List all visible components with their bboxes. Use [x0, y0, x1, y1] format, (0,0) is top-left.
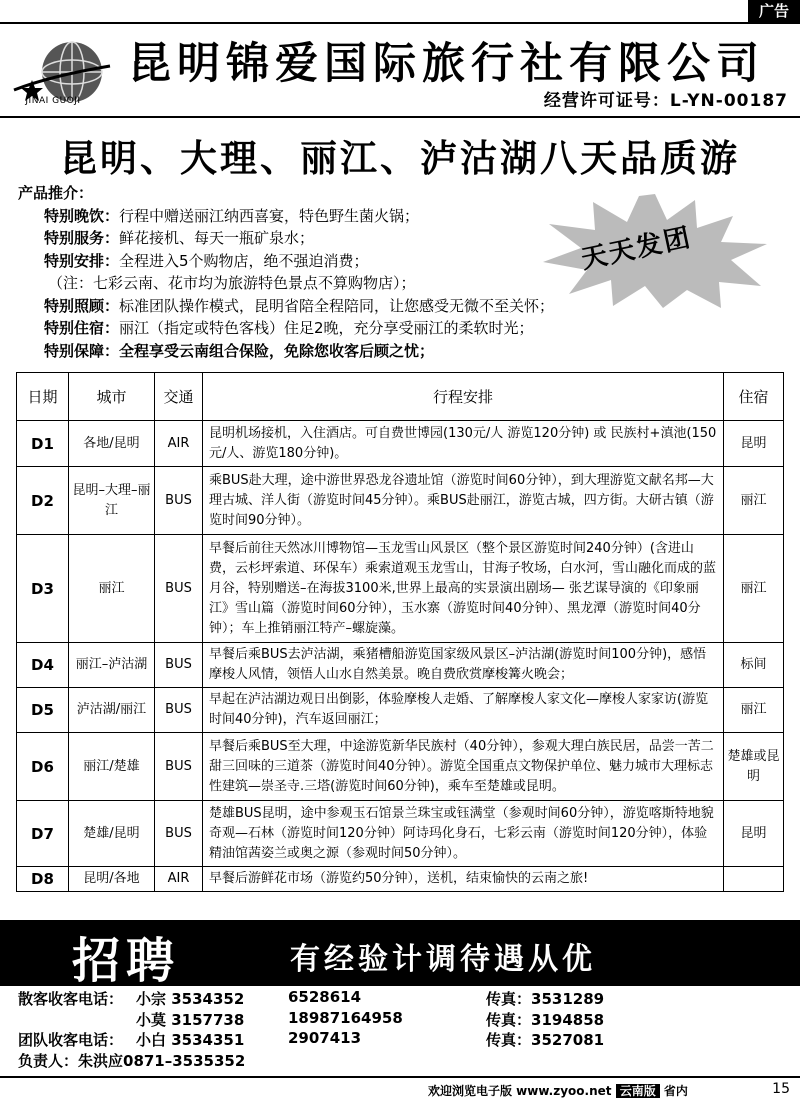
- contact-person: [136, 1009, 244, 1030]
- schedule-cell: 楚雄BUS昆明，途中参观玉石馆景兰珠宝或钰满堂（参观时间60分钟），游览喀斯特地貌奇观—石林（游览时间120分钟）阿诗玛化身石，七彩云南（游览时间120分钟），体验精油馆茜姿兰或奥之源（参观时间50分钟）。: [203, 801, 724, 867]
- city-cell: 丽江: [69, 535, 155, 643]
- recruitment-banner: [0, 920, 800, 989]
- recruitment-title: 招聘: [72, 933, 181, 989]
- table-row: [17, 688, 784, 733]
- contact-person: [136, 988, 244, 1009]
- schedule-cell: 早餐后乘BUS去泸沽湖，乘猪槽船游览国家级风景区–泸沽湖(游览时间100分钟)，感悟摩梭人风情，领悟人山水自然美景。晚自费欣赏摩梭篝火晚会；: [203, 643, 724, 688]
- header-divider: [0, 116, 800, 118]
- contact-line: [18, 1050, 798, 1071]
- table-row: [17, 421, 784, 467]
- transport-cell: BUS: [155, 801, 203, 867]
- col-day: 日期: [17, 373, 69, 421]
- transport-cell: BUS: [155, 467, 203, 535]
- fax-label: 传真：: [486, 990, 532, 1008]
- contact-line: [18, 1029, 798, 1050]
- stay-cell: 丽江: [724, 688, 784, 733]
- transport-cell: BUS: [155, 688, 203, 733]
- contact-fax: [486, 1029, 604, 1050]
- schedule-cell: 昆明机场接机，入住酒店。可自费世博园(130元/人 游览120分钟) 或 民族村+滇池(150元/人、游览180分钟)。: [203, 421, 724, 467]
- license-number: 经营许可证号：L-YN-00187: [543, 91, 788, 111]
- top-divider: [0, 22, 800, 24]
- intro-item: [18, 272, 578, 295]
- footer-divider: [0, 1076, 800, 1078]
- transport-cell: AIR: [155, 867, 203, 892]
- schedule-cell: 乘BUS赴大理，途中游世界恐龙谷遗址馆（游览时间60分钟），到大理游览文献名邦—大理古城、洋人街（游览时间45分钟）。乘BUS赴丽江，游览古城，四方街。大研古镇（游览时间90分钟）。: [203, 467, 724, 535]
- fax-number: 3194858: [531, 1010, 605, 1029]
- day-cell: D7: [17, 801, 69, 867]
- itinerary-table: [16, 372, 784, 892]
- intro-text: 标准团队操作模式，昆明省陪全程陪同，让您感受无微不至关怀；: [119, 296, 555, 315]
- day-cell: D5: [17, 688, 69, 733]
- intro-item: [18, 250, 578, 273]
- city-cell: 丽江–泸沽湖: [69, 643, 155, 688]
- day-cell: D4: [17, 643, 69, 688]
- intro-text: 丽江（指定或特色客栈）住足2晚，充分享受丽江的柔软时光；: [119, 319, 534, 337]
- edition-badge: 云南版: [616, 1084, 660, 1098]
- intro-text: 鲜花接机、每天一瓶矿泉水；: [119, 229, 315, 247]
- manager-contact: 负责人：朱洪应0871–3535352: [18, 1051, 246, 1070]
- intro-item: [18, 317, 578, 340]
- stay-cell: 昆明: [724, 801, 784, 867]
- stay-cell: 丽江: [724, 467, 784, 535]
- contact-fax: [486, 988, 604, 1009]
- table-row: [17, 733, 784, 801]
- city-cell: 楚雄/昆明: [69, 801, 155, 867]
- table-row: [17, 867, 784, 892]
- contact-line: [18, 988, 798, 1009]
- contact-line: [18, 1009, 798, 1030]
- day-cell: D3: [17, 535, 69, 643]
- table-row: [17, 535, 784, 643]
- contact-name: 小宗: [136, 990, 167, 1008]
- fax-label: 传真：: [486, 1010, 532, 1029]
- daily-departure-badge: 天天发团: [578, 222, 695, 276]
- day-cell: D2: [17, 467, 69, 535]
- intro-label: 特别照顾：: [44, 296, 120, 315]
- intro-label: 特别服务：: [44, 229, 120, 247]
- contact-name: 小白: [136, 1031, 167, 1049]
- page-number: 15: [772, 1081, 790, 1097]
- contact-phone: 3534351: [171, 1031, 245, 1049]
- footer-site-text[interactable]: 欢迎浏览电子版 www.zyoo.net: [428, 1084, 612, 1098]
- city-cell: 昆明–大理–丽江: [69, 467, 155, 535]
- col-city: 城市: [69, 373, 155, 421]
- intro-text: 全程进入5个购物店，绝不强迫消费；: [119, 251, 369, 270]
- contact-label: 散客收客电话：: [18, 990, 124, 1008]
- recruitment-subtitle: 有经验计调待遇从优: [290, 942, 596, 977]
- intro-item: [18, 295, 578, 318]
- schedule-cell: 早餐后乘BUS至大理，中途游览新华民族村（40分钟），参观大理白族民居，品尝一苦二甜三回味的三道茶（游览时间40分钟）。游览全国重点文物保护单位、魅力城市大理标志性建筑—崇圣寺.三塔(游览时间60分钟)，乘车至楚雄或昆明。: [203, 733, 724, 801]
- contact-label: 团队收客电话：: [18, 1031, 124, 1049]
- page-title: 昆明、大理、丽江、泸沽湖八天品质游: [60, 137, 740, 180]
- contact-phone: 3534352: [171, 990, 245, 1008]
- table-row: [17, 801, 784, 867]
- col-stay: 住宿: [724, 373, 784, 421]
- stay-cell: 楚雄或昆明: [724, 733, 784, 801]
- product-intro: [18, 182, 578, 362]
- col-transport: 交通: [155, 373, 203, 421]
- company-name: 昆明锦爱国际旅行社有限公司: [128, 39, 765, 89]
- logo-caption: JINAI GUOJI: [25, 96, 81, 106]
- day-cell: D8: [17, 867, 69, 892]
- intro-label: 特别住宿：: [44, 319, 120, 337]
- table-row: [17, 643, 784, 688]
- intro-item: [18, 205, 578, 228]
- intro-text: 行程中赠送丽江纳西喜宴，特色野生菌火锅；: [119, 206, 420, 225]
- table-header-row: [17, 373, 784, 421]
- fax-number: 3531289: [531, 990, 605, 1008]
- day-cell: D1: [17, 421, 69, 467]
- col-schedule: 行程安排: [203, 373, 724, 421]
- day-cell: D6: [17, 733, 69, 801]
- stay-cell: 昆明: [724, 421, 784, 467]
- table-row: [17, 467, 784, 535]
- city-cell: 丽江/楚雄: [69, 733, 155, 801]
- city-cell: 各地/昆明: [69, 421, 155, 467]
- intro-text: 全程享受云南组合保险，免除您收客后顾之忧；: [119, 341, 435, 360]
- city-cell: 泸沽湖/丽江: [69, 688, 155, 733]
- contact-phone: 3157738: [171, 1010, 245, 1029]
- transport-cell: BUS: [155, 643, 203, 688]
- intro-heading: 产品推介：: [18, 184, 94, 202]
- contact-name: 小莫: [136, 1010, 167, 1029]
- fax-number: 3527081: [531, 1031, 605, 1049]
- city-cell: 昆明/各地: [69, 867, 155, 892]
- schedule-cell: 早起在泸沽湖边观日出倒影，体验摩梭人走婚、了解摩梭人家文化—摩梭人家家访(游览时间40分钟)，汽车返回丽江；: [203, 688, 724, 733]
- intro-text: （注：七彩云南、花市均为旅游特色景点不算购物店）；: [48, 274, 416, 292]
- fax-label: 传真：: [486, 1031, 532, 1049]
- schedule-cell: 早餐后游鲜花市场（游览约50分钟），送机，结束愉快的云南之旅!: [203, 867, 724, 892]
- intro-label: 特别晚饮：: [44, 206, 120, 225]
- contact-section: [18, 988, 798, 1070]
- footer: [428, 1082, 688, 1099]
- transport-cell: AIR: [155, 421, 203, 467]
- stay-cell: [724, 867, 784, 892]
- schedule-cell: 早餐后前往天然冰川博物馆—玉龙雪山风景区（整个景区游览时间240分钟）(含进山费，云杉坪索道、环保车）乘索道观玉龙雪山，甘海子牧场，白水河，雪山融化而成的蓝月谷，特别赠送–在海拔3100米,世界上最高的实景演出剧场— 张艺谋导演的《印象丽江》雪山篇（游览时间60分钟），玉水寨（游览时间40分钟）、黑龙潭（游览时间40分钟）；车上推销丽江特产–螺旋藻。: [203, 535, 724, 643]
- transport-cell: BUS: [155, 733, 203, 801]
- stay-cell: 标间: [724, 643, 784, 688]
- intro-label: 特别安排：: [44, 251, 120, 270]
- transport-cell: BUS: [155, 535, 203, 643]
- ad-tag: 广告: [748, 0, 800, 22]
- contact-fax: [486, 1009, 604, 1030]
- contact-phone-2: 18987164958: [288, 1008, 403, 1027]
- contact-person: [136, 1029, 244, 1050]
- intro-label: 特别保障：: [44, 341, 120, 360]
- intro-item: [18, 340, 578, 363]
- contact-phone-2: 6528614: [288, 988, 362, 1006]
- contact-phone-2: 2907413: [288, 1029, 362, 1047]
- stay-cell: 丽江: [724, 535, 784, 643]
- intro-item: [18, 227, 578, 250]
- region-label: 省内: [663, 1084, 688, 1098]
